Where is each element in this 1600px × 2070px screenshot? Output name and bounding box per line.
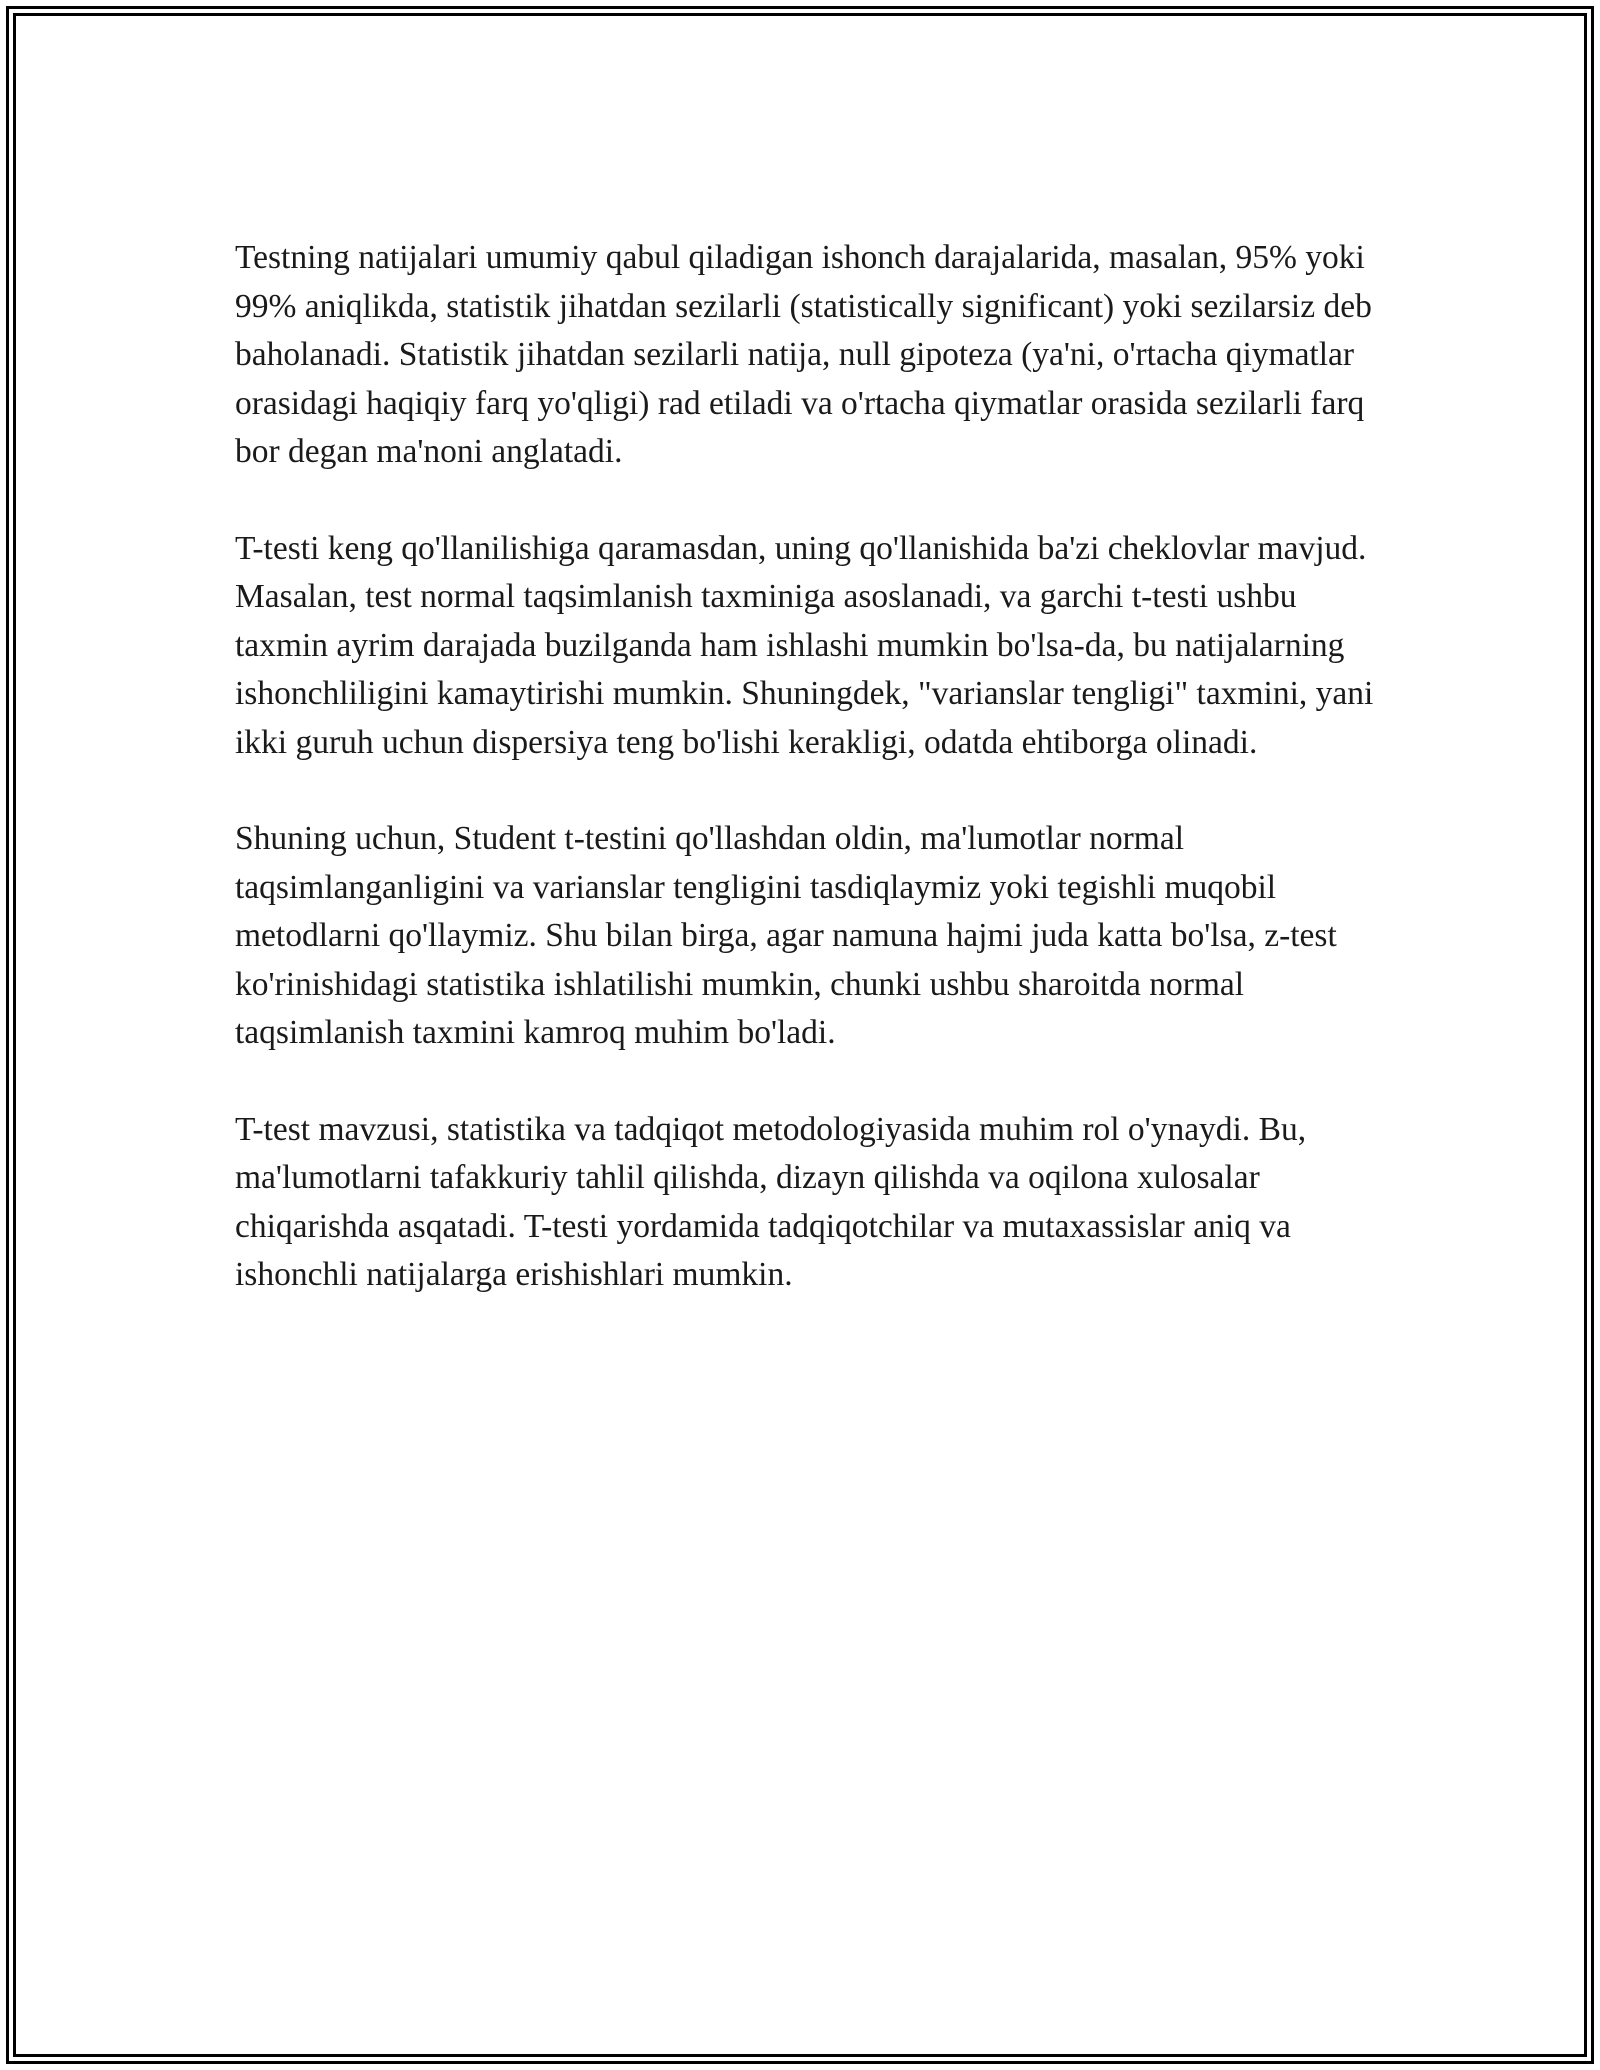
paragraph-conclusion: T-test mavzusi, statistika va tadqiqot metodologiyasida muhim rol o'ynaydi. Bu, ma'lumotlarni tafakkuriy tahlil qilishda, dizayn qilishda va oqilona xulosalar chiqarishda asqatadi. T-testi yordamida tadqiqotchilar va mutaxassislar aniq va ishonchli natijalarga erishishlari mumkin. bbox=[235, 1110, 1307, 1293]
paragraph-limitations: T-testi keng qo'llanilishiga qaramasdan, uning qo'llanishida ba'zi cheklovlar mavjud. Masalan, test normal taqsimlanish taxminiga asoslanadi, va garchi t-testi ushbu taxmin ayrim darajada buzilganda ham ishlashi mumkin bo'lsa-da, bu natijalarning ishonchliligini kamaytirishi mumkin. Shuningdek, "varianslar tengligi" taxmini, yani ikki guruh uchun dispersiya teng bo'lishi kerakligi, odatda ehtiborga olinadi. bbox=[235, 529, 1374, 761]
paragraph-significance: Testning natijalari umumiy qabul qiladigan ishonch darajalarida, masalan, 95% yoki 99% aniqlikda, statistik jihatdan sezilarli (statistically significant) yoki sezilarsiz deb baholanadi. Statistik jihatdan sezilarli natija, null gipoteza (ya'ni, o'rtacha qiymatlar orasidagi haqiqiy farq yo'qligi) rad etiladi va o'rtacha qiymatlar orasida sezilarli farq bor degan ma'noni anglatadi. bbox=[235, 239, 1372, 470]
document-body bbox=[235, 234, 1375, 1348]
paragraph-alternatives: Shuning uchun, Student t-testini qo'llashdan oldin, ma'lumotlar normal taqsimlanganligini va varianslar tengligini tasdiqlaymiz yoki tegishli muqobil metodlarni qo'llaymiz. Shu bilan birga, agar namuna hajmi juda katta bo'lsa, z-test ko'rinishidagi statistika ishlatilishi mumkin, chunki ushbu sharoitda normal taqsimlanish taxmini kamroq muhim bo'ladi. bbox=[235, 820, 1337, 1051]
